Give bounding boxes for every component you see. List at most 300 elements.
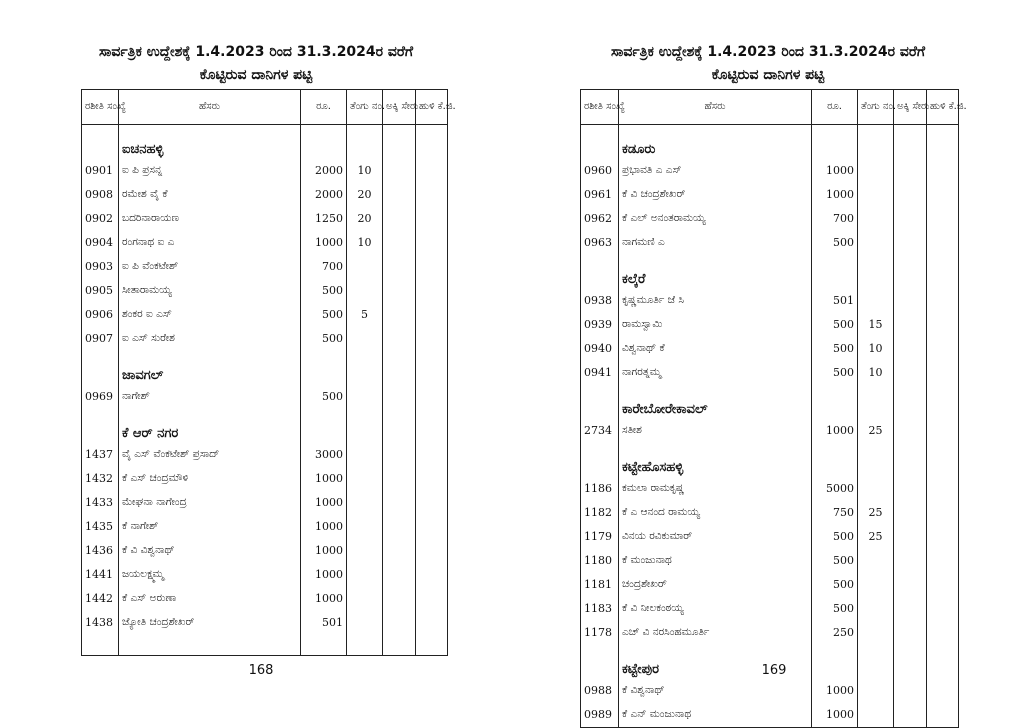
receipt-no: 0906: [82, 303, 119, 327]
receipt-no: 1436: [82, 539, 119, 563]
rice-cell: [894, 231, 927, 255]
coconut-count: 15: [858, 313, 894, 337]
amount: 1000: [301, 231, 347, 255]
place-heading-row: [82, 351, 448, 385]
amount: 500: [812, 231, 858, 255]
rice-cell: [383, 125, 416, 159]
coconut-count: 10: [347, 159, 383, 183]
coconut-count: [347, 587, 383, 611]
right-page: [512, 0, 1024, 724]
donor-name: ಐ ಪಿ ಪ್ರಸನ್ನ: [119, 159, 301, 183]
place-name: ಐಚನಹಳ್ಳಿ: [119, 125, 301, 159]
empty-cell: [383, 635, 416, 656]
donor-name: ಚಂದ್ರಶೇಖರ್: [619, 573, 812, 597]
place-name: ಜಾವಗಲ್: [119, 351, 301, 385]
donor-name: ಜ್ಯೋತಿ ಚಂದ್ರಶೇಖರ್: [119, 611, 301, 635]
amount: 1000: [301, 563, 347, 587]
amount: 500: [812, 361, 858, 385]
empty-cell: [894, 727, 927, 728]
table-row: [82, 303, 448, 327]
receipt-no: 1182: [581, 501, 619, 525]
page-title: ಸಾರ್ವತ್ರಿಕ ಉದ್ದೇಶಕ್ಕೆ 1.4.2023 ರಿಂದ 31.3.2024ರ ವರೆಗೆ: [610, 44, 926, 60]
amount: 1000: [301, 515, 347, 539]
donor-name: ವಿನಯ ರವಿಕುಮಾರ್: [619, 525, 812, 549]
amount: 3000: [301, 443, 347, 467]
receipt-no: 0908: [82, 183, 119, 207]
place-name: ಕಲ್ಕೆರೆ: [619, 255, 812, 289]
donor-name: ಸತೀಶ: [619, 419, 812, 443]
amount: 250: [812, 621, 858, 645]
table-row: [581, 159, 959, 183]
tamarind-cell: [416, 231, 448, 255]
rice-cell: [383, 279, 416, 303]
table-body: [82, 125, 448, 656]
left-page: [0, 0, 512, 724]
tamarind-cell: [416, 255, 448, 279]
receipt-cell: [82, 409, 119, 443]
place-heading-row: [581, 385, 959, 419]
coconut-count: [858, 289, 894, 313]
table-row: [581, 183, 959, 207]
header-rupees: ರೂ.: [301, 90, 347, 125]
rice-cell: [894, 477, 927, 501]
table-body: [581, 125, 959, 728]
donor-name: ಕೆ ಮಂಜುನಾಥ: [619, 549, 812, 573]
coconut-count: [347, 563, 383, 587]
rice-cell: [383, 351, 416, 385]
receipt-no: 1442: [82, 587, 119, 611]
amount: 500: [301, 327, 347, 351]
header-coconut: ತೆಂಗು ನಂ.: [858, 90, 894, 125]
rice-cell: [383, 491, 416, 515]
receipt-no: 0961: [581, 183, 619, 207]
rice-cell: [894, 313, 927, 337]
receipt-no: 1178: [581, 621, 619, 645]
donor-name: ಪ್ರಭಾವತಿ ಎ ಎಸ್: [619, 159, 812, 183]
rice-cell: [383, 183, 416, 207]
donor-name: ಕೆ ವಿ ವಿಶ್ವನಾಥ್: [119, 539, 301, 563]
tamarind-cell: [416, 587, 448, 611]
amount: 1000: [812, 183, 858, 207]
tamarind-cell: [416, 351, 448, 385]
table-row: [82, 467, 448, 491]
tamarind-cell: [927, 477, 959, 501]
rice-cell: [894, 183, 927, 207]
filler-row: [82, 635, 448, 656]
donor-name: ಎಚ್ ವಿ ನರಸಿಂಹಮೂರ್ತಿ: [619, 621, 812, 645]
receipt-cell: [82, 351, 119, 385]
coconut-count: [858, 159, 894, 183]
tamarind-cell: [927, 549, 959, 573]
tamarind-cell: [927, 289, 959, 313]
amount: 500: [812, 525, 858, 549]
header-coconut: ತೆಂಗು ನಂ.: [347, 90, 383, 125]
rice-cell: [894, 645, 927, 679]
coconut-count: 10: [858, 337, 894, 361]
place-heading-row: [581, 125, 959, 159]
donor-name: ನಾಗರತ್ನಮ್ಮ: [619, 361, 812, 385]
donor-table: [81, 89, 456, 656]
tamarind-cell: [927, 621, 959, 645]
place-heading-row: [581, 255, 959, 289]
tamarind-cell: [927, 313, 959, 337]
amount: 1000: [301, 491, 347, 515]
empty-cell: [927, 727, 959, 728]
donor-name: ರಾಮಸ್ವಾಮಿ: [619, 313, 812, 337]
header-receipt-no: ರಶೀತಿ ಸಂಖ್ಯೆ: [82, 90, 119, 125]
header-name: ಹೆಸರು: [619, 90, 812, 125]
table-row: [82, 207, 448, 231]
rice-cell: [894, 597, 927, 621]
receipt-no: 0905: [82, 279, 119, 303]
tamarind-cell: [927, 125, 959, 159]
receipt-cell: [581, 255, 619, 289]
amount: 500: [301, 385, 347, 409]
rice-cell: [894, 159, 927, 183]
coconut-count: [347, 279, 383, 303]
donor-name: ಕೆ ವಿ ನೀಲಕಂಠಯ್ಯ: [619, 597, 812, 621]
coconut-count: 25: [858, 419, 894, 443]
receipt-no: 0962: [581, 207, 619, 231]
tamarind-cell: [927, 679, 959, 703]
table-row: [581, 703, 959, 727]
rice-cell: [383, 327, 416, 351]
coconut-count: [858, 477, 894, 501]
amount-cell: [301, 125, 347, 159]
rice-cell: [894, 419, 927, 443]
donor-name: ಜಯಲಕ್ಷ್ಮಮ್ಮ: [119, 563, 301, 587]
rice-cell: [383, 467, 416, 491]
receipt-no: 1433: [82, 491, 119, 515]
amount: 700: [301, 255, 347, 279]
amount: 1000: [812, 703, 858, 727]
table-row: [581, 597, 959, 621]
donor-name: ರಮೇಶ ವೈ ಕೆ: [119, 183, 301, 207]
amount-cell: [812, 125, 858, 159]
coconut-count: [347, 255, 383, 279]
amount: 5000: [812, 477, 858, 501]
empty-cell: [82, 635, 119, 656]
coconut-count: 5: [347, 303, 383, 327]
rice-cell: [894, 501, 927, 525]
donor-name: ಕೆ ಎನ್ ಮಂಜುನಾಥ: [619, 703, 812, 727]
table-row: [581, 289, 959, 313]
rice-cell: [894, 573, 927, 597]
table-header-row: [82, 90, 448, 125]
rice-cell: [894, 703, 927, 727]
coconut-cell: [858, 385, 894, 419]
donor-name: ಕೆ ವಿ ಚಂದ್ರಶೇಖರ್: [619, 183, 812, 207]
coconut-count: [347, 385, 383, 409]
rice-cell: [894, 125, 927, 159]
receipt-no: 1438: [82, 611, 119, 635]
tamarind-cell: [927, 501, 959, 525]
donor-name: ಮೇಘನಾ ನಾಗೇಂದ್ರ: [119, 491, 301, 515]
tamarind-cell: [416, 303, 448, 327]
page-number: 169: [761, 663, 787, 678]
donor-name: ನಾಗೇಶ್: [119, 385, 301, 409]
amount: 1000: [812, 679, 858, 703]
tamarind-cell: [927, 207, 959, 231]
donor-name: ಕೃಷ್ಣಮೂರ್ತಿ ಜೆ ಸಿ: [619, 289, 812, 313]
coconut-cell: [858, 255, 894, 289]
receipt-no: 0941: [581, 361, 619, 385]
rice-cell: [383, 385, 416, 409]
table-row: [82, 611, 448, 635]
amount: 500: [812, 573, 858, 597]
amount-cell: [812, 385, 858, 419]
page-subtitle: ಕೊಟ್ಟಿರುವ ದಾನಿಗಳ ಪಟ್ಟಿ: [199, 67, 313, 83]
rice-cell: [383, 563, 416, 587]
empty-cell: [347, 635, 383, 656]
receipt-no: 0902: [82, 207, 119, 231]
receipt-no: 2734: [581, 419, 619, 443]
coconut-count: 25: [858, 525, 894, 549]
table-row: [82, 327, 448, 351]
amount: 501: [812, 289, 858, 313]
place-heading-row: [82, 125, 448, 159]
rice-cell: [894, 207, 927, 231]
table-row: [581, 231, 959, 255]
table-row: [581, 313, 959, 337]
coconut-count: 20: [347, 183, 383, 207]
coconut-count: [858, 573, 894, 597]
receipt-cell: [581, 443, 619, 477]
rice-cell: [383, 611, 416, 635]
coconut-count: [347, 515, 383, 539]
coconut-count: [347, 443, 383, 467]
receipt-no: 0903: [82, 255, 119, 279]
tamarind-cell: [927, 159, 959, 183]
header-tamarind: ಹುಳಿ ಕೆ.ಜಿ.: [927, 90, 959, 125]
place-name: ಕಡೂರು: [619, 125, 812, 159]
rice-cell: [383, 539, 416, 563]
coconut-count: [347, 327, 383, 351]
tamarind-cell: [416, 467, 448, 491]
tamarind-cell: [927, 645, 959, 679]
receipt-no: 1183: [581, 597, 619, 621]
place-name: ಕಟ್ಟೇಹೊಸಹಳ್ಳಿ: [619, 443, 812, 477]
amount: 500: [301, 303, 347, 327]
amount-cell: [301, 351, 347, 385]
donor-name: ವೈ ಎಸ್ ವೆಂಕಟೇಶ್ ಪ್ರಸಾದ್: [119, 443, 301, 467]
receipt-no: 1180: [581, 549, 619, 573]
donor-name: ಬದರಿನಾರಾಯಣ: [119, 207, 301, 231]
coconut-count: [858, 183, 894, 207]
coconut-count: [347, 491, 383, 515]
rice-cell: [894, 361, 927, 385]
rice-cell: [894, 385, 927, 419]
coconut-count: [858, 621, 894, 645]
amount: 500: [812, 313, 858, 337]
table-row: [581, 573, 959, 597]
tamarind-cell: [927, 525, 959, 549]
receipt-no: 0938: [581, 289, 619, 313]
rice-cell: [894, 337, 927, 361]
tamarind-cell: [927, 361, 959, 385]
coconut-count: [858, 207, 894, 231]
table-row: [82, 159, 448, 183]
receipt-no: 0963: [581, 231, 619, 255]
rice-cell: [383, 409, 416, 443]
empty-cell: [858, 727, 894, 728]
page-subtitle: ಕೊಟ್ಟಿರುವ ದಾನಿಗಳ ಪಟ್ಟಿ: [711, 67, 825, 83]
donor-name: ಐ ಪಿ ವೆಂಕಟೇಶ್: [119, 255, 301, 279]
coconut-count: [858, 679, 894, 703]
place-heading-row: [581, 443, 959, 477]
tamarind-cell: [927, 385, 959, 419]
donor-name: ಕೆ ಎಸ್ ಅರುಣಾ: [119, 587, 301, 611]
amount: 700: [812, 207, 858, 231]
receipt-no: 1437: [82, 443, 119, 467]
place-name: ಕೆ ಆರ್ ನಗರ: [119, 409, 301, 443]
tamarind-cell: [927, 337, 959, 361]
rice-cell: [383, 515, 416, 539]
table-row: [82, 515, 448, 539]
table-row: [581, 361, 959, 385]
header-rupees: ರೂ.: [812, 90, 858, 125]
tamarind-cell: [416, 279, 448, 303]
amount: 500: [812, 549, 858, 573]
rice-cell: [383, 207, 416, 231]
receipt-no: 0960: [581, 159, 619, 183]
donor-name: ಐ ಎಸ್ ಸುರೇಶ: [119, 327, 301, 351]
rice-cell: [383, 231, 416, 255]
receipt-no: 1181: [581, 573, 619, 597]
tamarind-cell: [416, 539, 448, 563]
tamarind-cell: [927, 443, 959, 477]
header-tamarind: ಹುಳಿ ಕೆ.ಜಿ.: [416, 90, 448, 125]
filler-row: [581, 727, 959, 728]
rice-cell: [894, 549, 927, 573]
coconut-count: [858, 231, 894, 255]
donor-name: ನಾಗಮಣಿ ಎ: [619, 231, 812, 255]
receipt-no: 1179: [581, 525, 619, 549]
amount: 1000: [301, 587, 347, 611]
header-rice: ಅಕ್ಕಿ ಸೇರು: [894, 90, 927, 125]
donor-name: ಕೆ ನಾಗೇಶ್: [119, 515, 301, 539]
amount: 1000: [812, 159, 858, 183]
donor-name: ಕೆ ಎಸ್ ಚಂದ್ರಮೌಳಿ: [119, 467, 301, 491]
page-number: 168: [248, 663, 274, 678]
table-row: [581, 549, 959, 573]
receipt-cell: [82, 125, 119, 159]
tamarind-cell: [416, 491, 448, 515]
table-row: [581, 477, 959, 501]
receipt-cell: [581, 385, 619, 419]
page-title: ಸಾರ್ವತ್ರಿಕ ಉದ್ದೇಶಕ್ಕೆ 1.4.2023 ರಿಂದ 31.3.2024ರ ವರೆಗೆ: [98, 44, 414, 60]
table-row: [82, 443, 448, 467]
rice-cell: [894, 679, 927, 703]
table-row: [82, 563, 448, 587]
tamarind-cell: [416, 443, 448, 467]
amount: 1000: [301, 467, 347, 491]
coconut-cell: [858, 443, 894, 477]
amount: 500: [812, 597, 858, 621]
receipt-cell: [581, 645, 619, 679]
coconut-cell: [347, 409, 383, 443]
coconut-count: 10: [858, 361, 894, 385]
coconut-count: [858, 703, 894, 727]
coconut-count: [347, 611, 383, 635]
place-name: ಕಾರೇಬೋರೇಕಾವಲ್: [619, 385, 812, 419]
table-row: [82, 539, 448, 563]
empty-cell: [581, 727, 619, 728]
receipt-no: 0940: [581, 337, 619, 361]
coconut-count: [858, 549, 894, 573]
empty-cell: [416, 635, 448, 656]
table-row: [82, 279, 448, 303]
coconut-count: 10: [347, 231, 383, 255]
table-row: [82, 231, 448, 255]
amount: 1250: [301, 207, 347, 231]
receipt-no: 1435: [82, 515, 119, 539]
table-row: [82, 587, 448, 611]
table-row: [82, 491, 448, 515]
coconut-count: 20: [347, 207, 383, 231]
amount: 501: [301, 611, 347, 635]
table-row: [581, 419, 959, 443]
donor-name: ಕಮಲಾ ರಾಮಕೃಷ್ಣ: [619, 477, 812, 501]
tamarind-cell: [927, 573, 959, 597]
tamarind-cell: [416, 183, 448, 207]
receipt-no: 1432: [82, 467, 119, 491]
rice-cell: [383, 303, 416, 327]
coconut-count: 25: [858, 501, 894, 525]
amount-cell: [812, 443, 858, 477]
tamarind-cell: [416, 563, 448, 587]
table-row: [82, 255, 448, 279]
donor-name: ವಿಶ್ವನಾಥ್ ಕೆ: [619, 337, 812, 361]
amount: 500: [812, 337, 858, 361]
coconut-cell: [858, 645, 894, 679]
table-row: [82, 183, 448, 207]
tamarind-cell: [927, 703, 959, 727]
tamarind-cell: [416, 159, 448, 183]
table-row: [581, 525, 959, 549]
tamarind-cell: [927, 255, 959, 289]
rice-cell: [383, 255, 416, 279]
donor-name: ರಂಗನಾಥ ಐ ಎ: [119, 231, 301, 255]
tamarind-cell: [416, 385, 448, 409]
tamarind-cell: [416, 125, 448, 159]
coconut-cell: [347, 351, 383, 385]
empty-cell: [812, 727, 858, 728]
coconut-cell: [858, 125, 894, 159]
rice-cell: [894, 255, 927, 289]
rice-cell: [894, 289, 927, 313]
amount: 2000: [301, 183, 347, 207]
table-row: [581, 679, 959, 703]
amount-cell: [812, 645, 858, 679]
donor-name: ಸೀತಾರಾಮಯ್ಯ: [119, 279, 301, 303]
rice-cell: [894, 525, 927, 549]
donor-name: ಶಂಕರ ಐ ಎಸ್: [119, 303, 301, 327]
tamarind-cell: [927, 183, 959, 207]
amount: 1000: [812, 419, 858, 443]
receipt-no: 0907: [82, 327, 119, 351]
table-row: [581, 207, 959, 231]
coconut-count: [347, 467, 383, 491]
donor-name: ಕೆ ವಿಶ್ವನಾಥ್: [619, 679, 812, 703]
tamarind-cell: [927, 597, 959, 621]
donor-table: [580, 89, 967, 728]
amount: 2000: [301, 159, 347, 183]
place-heading-row: [82, 409, 448, 443]
empty-cell: [119, 635, 301, 656]
table-row: [581, 337, 959, 361]
table-row: [581, 621, 959, 645]
